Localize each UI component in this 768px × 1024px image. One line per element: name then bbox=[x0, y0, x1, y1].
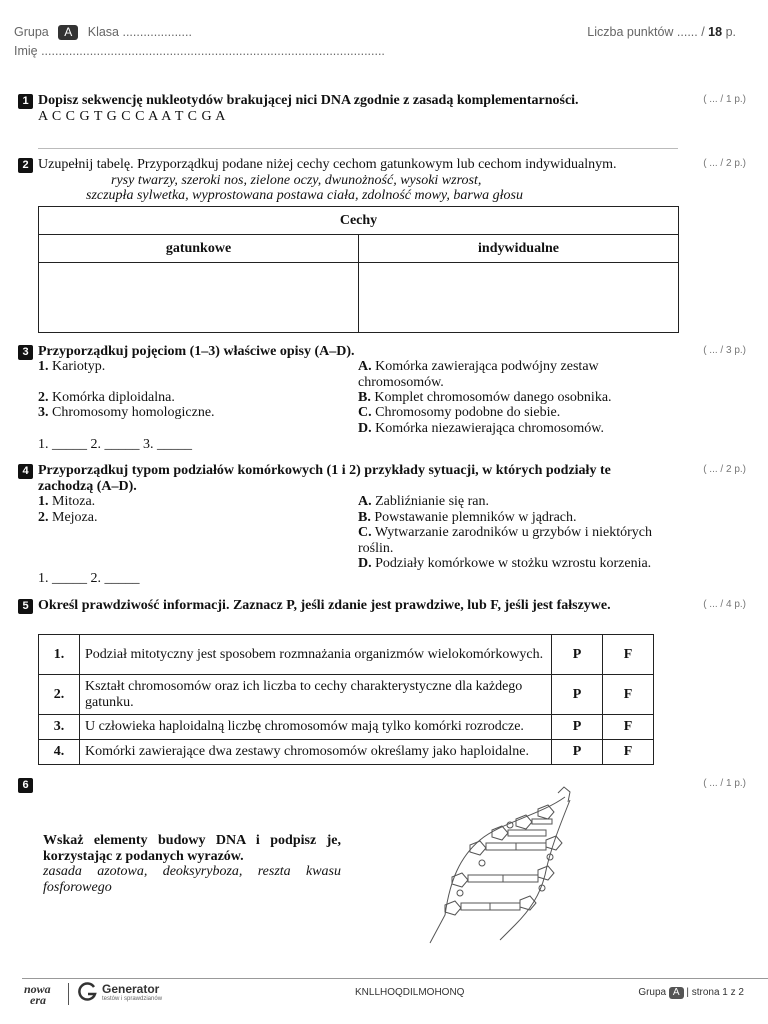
false-option[interactable]: F bbox=[603, 740, 654, 765]
list-item bbox=[358, 510, 577, 526]
group-label: Grupa bbox=[638, 987, 667, 998]
word-bank: zasada azotowa, deoksyryboza, reszta kwasu fosforowego bbox=[43, 864, 341, 895]
question-points: ( ... / 2 p.) bbox=[703, 158, 746, 169]
question-text: Przyporządkuj typom podziałów komórkowych (1 i 2) przykłady sytuacji, w których podziały te zachodzą (A–D). bbox=[38, 463, 611, 494]
list-item bbox=[38, 359, 105, 375]
group-field bbox=[14, 25, 192, 40]
statement-text: Kształt chromosomów oraz ich liczba to cechy charakterystyczne dla każdego gatunku. bbox=[80, 675, 552, 715]
item-text: Chromosomy podobne do siebie. bbox=[375, 405, 561, 420]
false-option[interactable]: F bbox=[603, 635, 654, 675]
item-text: Zabliźnianie się ran. bbox=[375, 494, 490, 509]
dna-sequence: A C C G T G C C A A T C G A bbox=[38, 109, 226, 124]
table-row bbox=[39, 675, 654, 715]
question-number: 6 bbox=[18, 778, 33, 793]
item-text: Podziały komórkowe w stożku wzrostu korzenia. bbox=[375, 556, 652, 571]
true-false-table bbox=[38, 634, 654, 765]
group-badge: A bbox=[58, 25, 78, 40]
item-text: Komplet chromosomów danego osobnika. bbox=[374, 390, 612, 405]
traits-list-line: rysy twarzy, szeroki nos, zielone oczy, dwunożność, wysoki wzrost, bbox=[111, 173, 482, 188]
generator-title: Generator bbox=[102, 982, 160, 996]
logo-divider bbox=[68, 983, 69, 1005]
logo-text: era bbox=[30, 993, 46, 1007]
item-letter: B. bbox=[358, 510, 371, 525]
table-row bbox=[39, 635, 654, 675]
row-number: 1. bbox=[39, 635, 80, 675]
item-number: 2. bbox=[38, 390, 49, 405]
phosphate-circle bbox=[457, 890, 463, 896]
item-text: Kariotyp. bbox=[52, 359, 106, 374]
item-letter: A. bbox=[358, 359, 372, 374]
item-text: Chromosomy homologiczne. bbox=[52, 405, 215, 420]
sugar-pentagon bbox=[520, 896, 536, 910]
group-badge: A bbox=[669, 987, 684, 999]
points-suffix: p. bbox=[725, 25, 736, 39]
list-item bbox=[358, 421, 604, 437]
list-item bbox=[358, 494, 489, 510]
sugar-pentagon bbox=[538, 805, 554, 819]
answer-line[interactable] bbox=[38, 148, 678, 149]
points-summary bbox=[587, 25, 736, 39]
item-number: 3. bbox=[38, 405, 49, 420]
list-item bbox=[358, 390, 612, 406]
group-label: Grupa bbox=[14, 25, 49, 39]
list-item bbox=[358, 359, 658, 391]
list-item bbox=[358, 525, 678, 557]
item-text: Mejoza. bbox=[52, 510, 98, 525]
item-number: 2. bbox=[38, 510, 49, 525]
points-total: 18 bbox=[708, 25, 723, 39]
dna-diagram[interactable] bbox=[420, 785, 590, 945]
item-text: Wytwarzanie zarodników u grzybów i niektórych roślin. bbox=[358, 525, 652, 556]
footer-divider bbox=[22, 978, 768, 979]
class-field[interactable]: Klasa .................... bbox=[87, 25, 192, 39]
item-letter: C. bbox=[358, 525, 372, 540]
list-item bbox=[38, 390, 175, 406]
answer-cell-individual[interactable] bbox=[359, 263, 679, 333]
name-field[interactable]: Imię ................................................................................................... bbox=[14, 44, 385, 58]
points-label: Liczba punktów ...... / bbox=[587, 25, 705, 39]
question-number: 1 bbox=[18, 94, 33, 109]
list-item bbox=[38, 405, 215, 421]
traits-list-line: szczupła sylwetka, wyprostowana postawa ciała, zdolność mowy, barwa głosu bbox=[86, 188, 523, 203]
column-header-individual: indywidualne bbox=[359, 235, 679, 263]
logo-text: nowa bbox=[24, 982, 51, 996]
true-option[interactable]: P bbox=[552, 675, 603, 715]
row-number: 2. bbox=[39, 675, 80, 715]
question-number: 2 bbox=[18, 158, 33, 173]
generator-subtitle: testów i sprawdzianów bbox=[102, 996, 163, 1002]
sugar-pentagon bbox=[452, 873, 468, 887]
item-text: Komórka niezawierająca chromosomów. bbox=[375, 421, 604, 436]
answer-cell-species[interactable] bbox=[39, 263, 359, 333]
page-number: | strona 1 z 2 bbox=[686, 987, 744, 998]
question-points: ( ... / 3 p.) bbox=[703, 345, 746, 356]
question-text: Przyporządkuj pojęciom (1–3) właściwe opisy (A–D). bbox=[38, 344, 355, 359]
item-number: 1. bbox=[38, 359, 49, 374]
item-text: Mitoza. bbox=[52, 494, 96, 509]
phosphate-circle bbox=[479, 860, 485, 866]
dna-strand-end bbox=[558, 787, 570, 802]
base-pair bbox=[532, 819, 552, 824]
question-text: Wskaż elementy budowy DNA i podpisz je, korzystając z podanych wyrazów. bbox=[43, 833, 341, 864]
item-letter: D. bbox=[358, 556, 372, 571]
table-row bbox=[39, 740, 654, 765]
question-text: Uzupełnij tabelę. Przyporządkuj podane niżej cechy cechom gatunkowym lub cechom indywidualnym. bbox=[38, 157, 617, 172]
table-title: Cechy bbox=[39, 207, 679, 235]
item-number: 1. bbox=[38, 494, 49, 509]
question-points: ( ... / 1 p.) bbox=[703, 94, 746, 105]
true-option[interactable]: P bbox=[552, 635, 603, 675]
answer-blanks[interactable]: 1. _____ 2. _____ bbox=[38, 571, 140, 586]
statement-text: U człowieka haploidalną liczbę chromosomów mają tylko komórki rozrodcze. bbox=[80, 715, 552, 740]
traits-table bbox=[38, 206, 679, 333]
item-letter: B. bbox=[358, 390, 371, 405]
answer-blanks[interactable]: 1. _____ 2. _____ 3. _____ bbox=[38, 437, 192, 452]
item-text: Komórka zawierająca podwójny zestaw chromosomów. bbox=[358, 359, 599, 390]
question-number: 3 bbox=[18, 345, 33, 360]
nowa-era-logo bbox=[24, 984, 51, 1006]
false-option[interactable]: F bbox=[603, 675, 654, 715]
question-points: ( ... / 2 p.) bbox=[703, 464, 746, 475]
question-text: Określ prawdziwość informacji. Zaznacz P, jeśli zdanie jest prawdziwe, lub F, jeśli jest fałszywe. bbox=[38, 598, 611, 613]
item-letter: C. bbox=[358, 405, 372, 420]
item-text: Powstawanie plemników w jądrach. bbox=[374, 510, 577, 525]
false-option[interactable]: F bbox=[603, 715, 654, 740]
table-row bbox=[39, 715, 654, 740]
dna-backbone-right bbox=[500, 800, 570, 940]
question-number: 4 bbox=[18, 464, 33, 479]
list-item bbox=[358, 556, 651, 572]
page-indicator bbox=[638, 987, 744, 999]
statement-text: Podział mitotyczny jest sposobem rozmnażania organizmów wielokomórkowych. bbox=[80, 635, 552, 675]
item-text: Komórka diploidalna. bbox=[52, 390, 175, 405]
column-header-species: gatunkowe bbox=[39, 235, 359, 263]
base-pair bbox=[508, 830, 546, 836]
true-option[interactable]: P bbox=[552, 740, 603, 765]
question-points: ( ... / 1 p.) bbox=[703, 778, 746, 789]
list-item bbox=[38, 494, 95, 510]
test-code: KNLLHOQDILMOHONQ bbox=[355, 987, 465, 998]
row-number: 4. bbox=[39, 740, 80, 765]
question-number: 5 bbox=[18, 599, 33, 614]
item-letter: D. bbox=[358, 421, 372, 436]
question-text: Dopisz sekwencję nukleotydów brakującej nici DNA zgodnie z zasadą komplementarności. bbox=[38, 93, 579, 108]
generator-logo-icon bbox=[78, 982, 98, 1002]
row-number: 3. bbox=[39, 715, 80, 740]
true-option[interactable]: P bbox=[552, 715, 603, 740]
question-points: ( ... / 4 p.) bbox=[703, 599, 746, 610]
list-item bbox=[358, 405, 560, 421]
list-item bbox=[38, 510, 97, 526]
statement-text: Komórki zawierające dwa zestawy chromosomów określamy jako haploidalne. bbox=[80, 740, 552, 765]
item-letter: A. bbox=[358, 494, 372, 509]
